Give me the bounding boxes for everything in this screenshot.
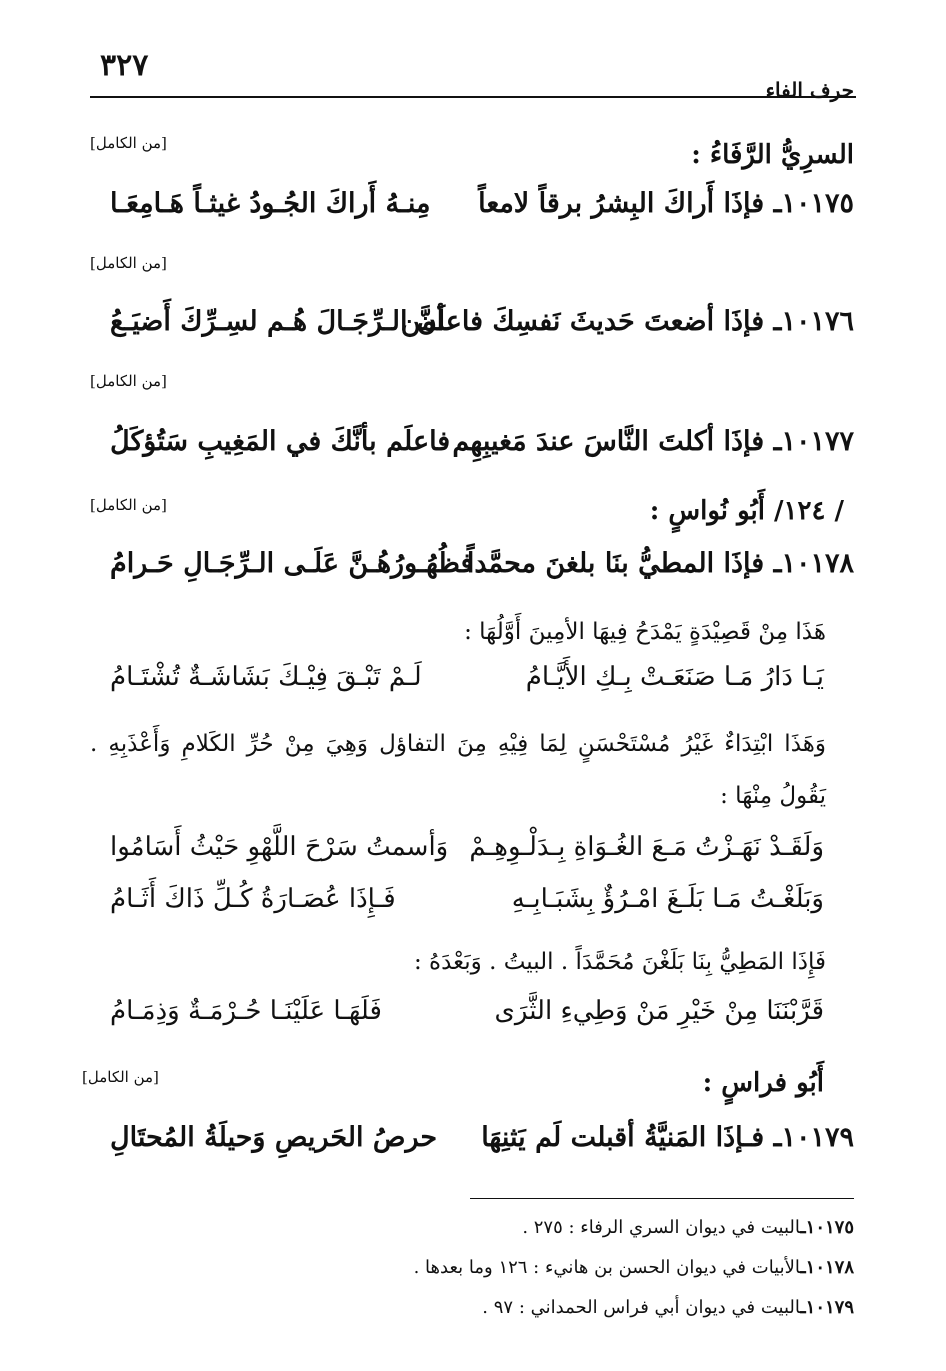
- footnote: [90, 1208, 854, 1248]
- footnotes: [90, 1208, 854, 1328]
- verse-first-hemistich: وَبَلَغْـتُ مَـا بَلَـغَ امْـرُؤٌ بِشَبَـابِـهِ: [511, 884, 824, 914]
- verse-first-hemistich: قَرَّبْنَنَا مِنْ خَيْرِ مَنْ وَطِيءِ الثَّرَى: [494, 996, 824, 1026]
- footnote-text: البيت في ديوان السري الرفاء : ٢٧٥ .: [522, 1217, 801, 1238]
- verse-second-hemistich: وَأسمتُ سَرْحَ اللَّهْوِ حَيْثُ أَسَامُوا: [110, 832, 449, 862]
- footnote: [90, 1248, 854, 1288]
- footnote-divider: [470, 1198, 854, 1199]
- commentary-text: وَهَذَا ابْتِدَاءٌ غَيْرُ مُسْتَحْسَنٍ لِمَا فِيْهِ مِنَ التفاؤل وَهِيَ مِنْ حُرِّ الكَلامِ وَأَعْذَبِهِ . يَقُولُ مِنْهَا :: [90, 731, 826, 809]
- footnote-number: ١٠١٧٥ـ: [800, 1217, 854, 1238]
- meter-label: [من الكامل]: [90, 496, 167, 514]
- footnote-number: ١٠١٧٩ـ: [800, 1297, 854, 1318]
- footnote: [90, 1288, 854, 1328]
- verse-second-hemistich: فظُهُـورُهُـنَّ عَلَـى الـرِّجَـالِ حَـرامُ: [110, 548, 474, 579]
- verse-10176: [110, 306, 854, 350]
- verse-first-hemistich: وَلَقَـدْ نَهَـزْتُ مَـعَ الغُـوَاةِ بِـدَلْـوِهِـمْ: [469, 832, 824, 862]
- verse-10179: [110, 1122, 854, 1166]
- poet-name: السرِيُّ الرَّفَاءُ :: [691, 140, 854, 170]
- verse-10177: [110, 426, 854, 470]
- page-header: [90, 48, 854, 102]
- verse-first-hemistich: ١٠١٧٧ـ فإذَا أكلتَ النَّاسَ عندَ مَغيبِهِم: [452, 426, 854, 457]
- verse-middle-1: [110, 832, 854, 876]
- commentary-text: فَإِذَا المَطِيُّ بِنَا بَلَغْنَ مُحَمَّدَاً . البيتُ . وَبَعْدَهُ :: [413, 949, 826, 975]
- poet-name: أَبُو فراسٍ :: [702, 1068, 824, 1098]
- header-divider: [90, 96, 856, 98]
- meter-label: [من الكامل]: [90, 254, 167, 272]
- chapter-title: حرف الفاء: [765, 78, 854, 102]
- verse-second-hemistich: فَـإِذَا عُصَـارَةُ كُـلِّ ذَاكَ أَثَـامُ: [110, 884, 396, 914]
- page-number: ٣٢٧: [100, 48, 149, 83]
- footnote-number: ١٠١٧٨ـ: [800, 1257, 854, 1278]
- verse-first-hemistich: ١٠١٧٦ـ فإذَا أضعتَ حَديثَ نَفسِكَ فاعلَمن: [400, 306, 854, 337]
- verse-after: [110, 996, 854, 1040]
- verse-second-hemistich: حرصُ الحَريصِ وَحيلَةُ المُحتَالِ: [110, 1122, 438, 1153]
- verse-10175: [110, 188, 854, 232]
- poet-name: / ١٢٤/ أَبُو نُواسٍ :: [649, 496, 844, 526]
- verse-second-hemistich: مِنـهُ أَراكَ الجُـودُ غيثـاً هَـامِعَـا: [110, 188, 431, 219]
- footnote-text: البيت في ديوان أبي فراس الحمداني : ٩٧ .: [482, 1297, 801, 1318]
- meter-label: [من الكامل]: [90, 134, 167, 152]
- verse-second-hemistich: لَـمْ تَبْـقَ فِيْـكَ بَشَاشَـةٌ تُشْتَـامُ: [110, 662, 422, 692]
- meter-label: [من الكامل]: [90, 372, 167, 390]
- verse-first-hemistich: ١٠١٧٥ـ فإذَا أَراكَ البِشرُ برقاً لامعاً: [478, 188, 854, 219]
- meter-label: [من الكامل]: [82, 1068, 159, 1086]
- verse-first-hemistich: ١٠١٧٩ـ فـإذَا المَنيَّةُ أقبلت لَم يَثنِهَا: [481, 1122, 854, 1153]
- verse-first-hemistich: ١٠١٧٨ـ فإذَا المطيُّ بنَا بلغنَ محمَّداً: [466, 548, 854, 579]
- verse-second-hemistich: فاعلَم بأنَّكَ في المَغِيبِ سَتُؤكَلُ: [110, 426, 451, 457]
- verse-middle-2: [110, 884, 854, 928]
- verse-second-hemistich: فَلَهَـا عَلَيْنَـا حُـرْمَـةٌ وَذِمَـامُ: [110, 996, 382, 1026]
- footnote-text: الأبيات في ديوان الحسن بن هانيء : ١٢٦ وما بعدها .: [413, 1257, 801, 1278]
- verse-second-hemistich: أنَّ الـرِّجَـالَ هُـم لسِـرِّكَ أَضيَـعُ: [110, 306, 445, 337]
- verse-first-hemistich: يَـا دَارُ مَـا صَنَعَـتْ بِـكِ الأَيَّـامُ: [525, 662, 824, 692]
- commentary-text: هَذَا مِنْ قَصِيْدَةٍ يَمْدَحُ فِيهَا الأمِينَ أَوَّلُهَا :: [464, 619, 826, 645]
- verse-10178: [110, 548, 854, 592]
- verse-opening: [110, 662, 854, 706]
